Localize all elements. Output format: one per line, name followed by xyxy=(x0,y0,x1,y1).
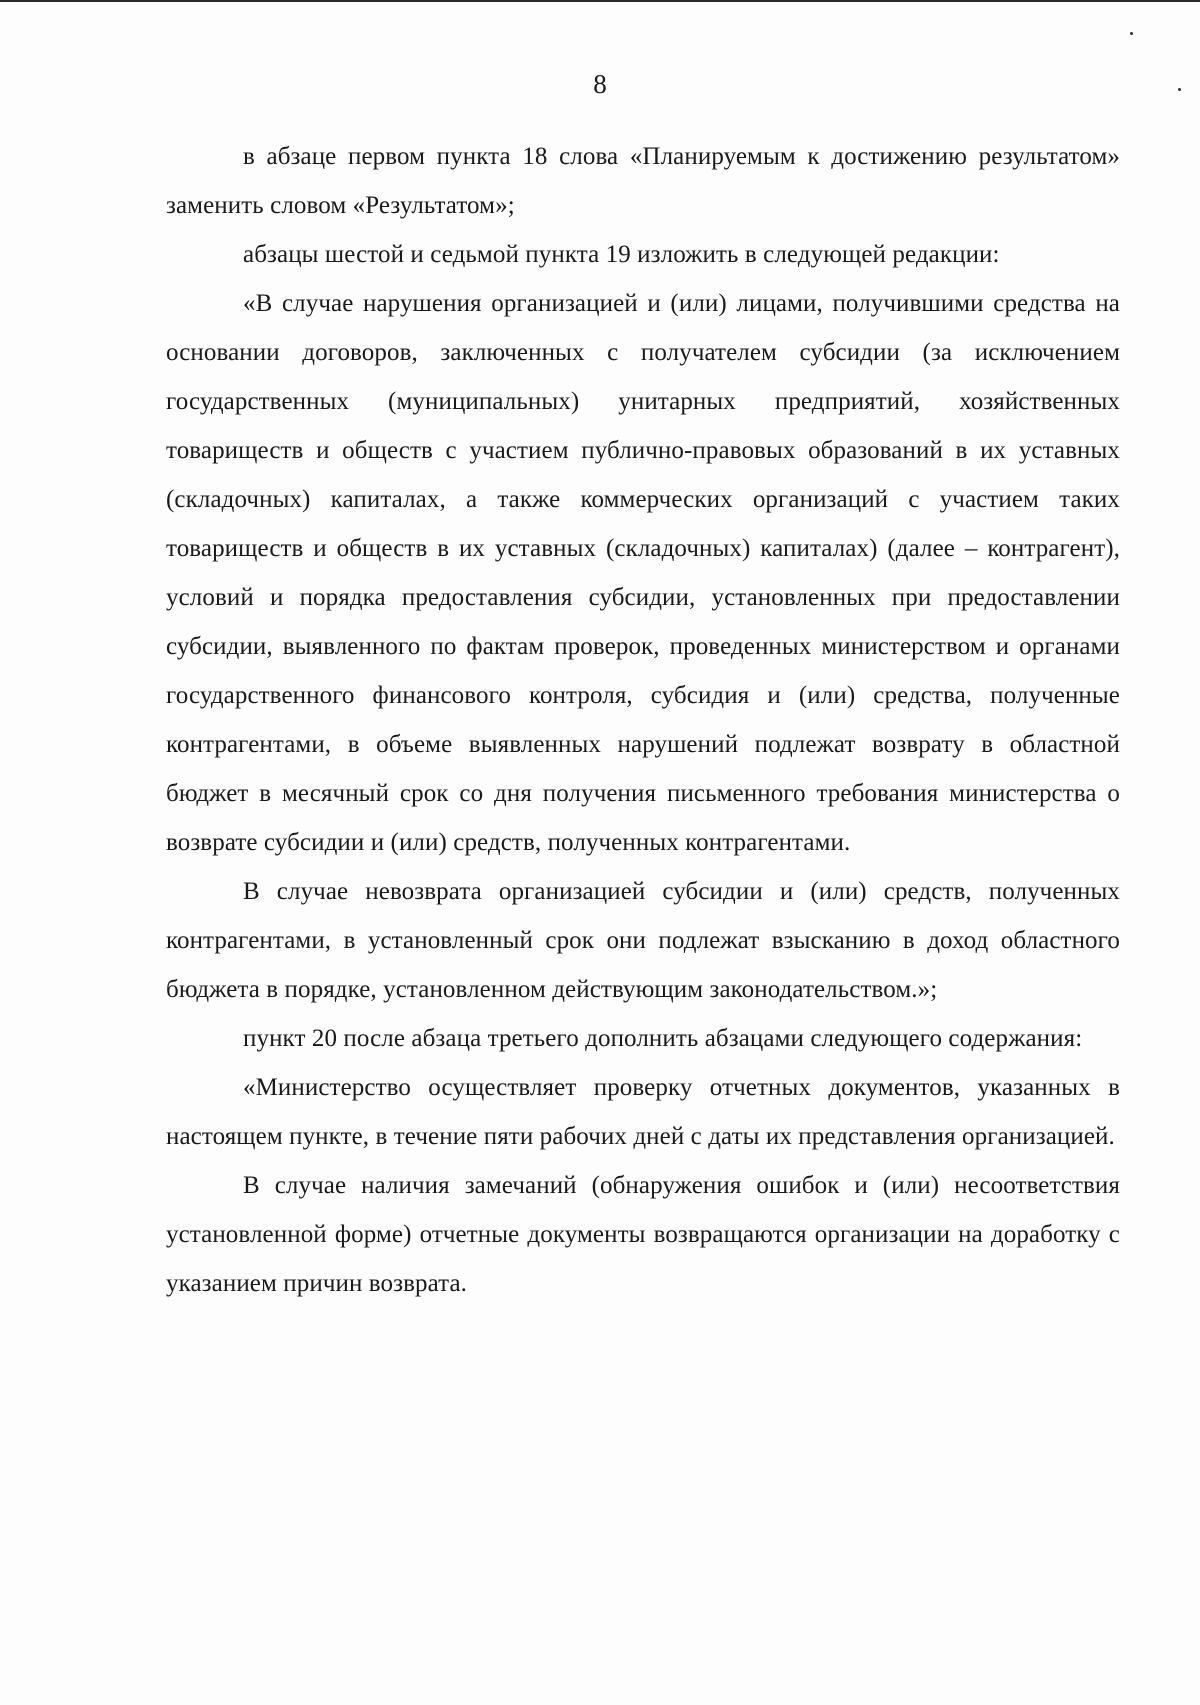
paragraph-violation-refund: «В случае нарушения организацией и (или) лицами, получившими средства на основании договоров, заключенных с получателем субсидии (за исключением государственных (муниципальных) унитарных предприятий, хозяйственных товариществ и обществ с участием публично-правовых образований в их уставных (складочных) капиталах, а также коммерческих организаций с участием таких товариществ и обществ в их уставных (складочных) капиталах) (далее – контрагент), условий и порядка предоставления субсидии, установленных при предоставлении субсидии, выявленного по фактам проверок, проведенных министерством и органами государственного финансового контроля, субсидия и (или) средства, полученные контрагентами, в объеме выявленных нарушений подлежат возврату в областной бюджет в месячный срок со дня получения письменного требования министерства о возврате субсидии и (или) средств, полученных контрагентами. xyxy=(166,290,1120,856)
scan-speck xyxy=(1130,32,1133,35)
paragraph-amend-point-19-intro: абзацы шестой и седьмой пункта 19 изложить в следующей редакции: xyxy=(243,241,1000,268)
paragraph-amend-point-20-intro: пункт 20 после абзаца третьего дополнить абзацами следующего содержания: xyxy=(243,1025,1083,1052)
top-edge-rule xyxy=(0,0,1200,2)
page-number: 8 xyxy=(593,69,607,99)
body-text xyxy=(166,132,1120,1308)
paragraph-non-refund-recovery: В случае невозврата организацией субсидии и (или) средств, полученных контрагентами, в установленный срок они подлежат взысканию в доход областного бюджета в порядке, установленном действующим законодательством.»; xyxy=(166,878,1120,1003)
paragraph-report-return: В случае наличия замечаний (обнаружения ошибок и (или) несоответствия установленной форме) отчетные документы возвращаются организации на доработку с указанием причин возврата. xyxy=(166,1172,1120,1297)
paragraph-amend-point-18: в абзаце первом пункта 18 слова «Планируемым к достижению результатом» заменить словом «Результатом»; xyxy=(166,143,1120,219)
paragraph-report-check: «Министерство осуществляет проверку отчетных документов, указанных в настоящем пункте, в течение пяти рабочих дней с даты их представления организацией. xyxy=(166,1074,1120,1150)
